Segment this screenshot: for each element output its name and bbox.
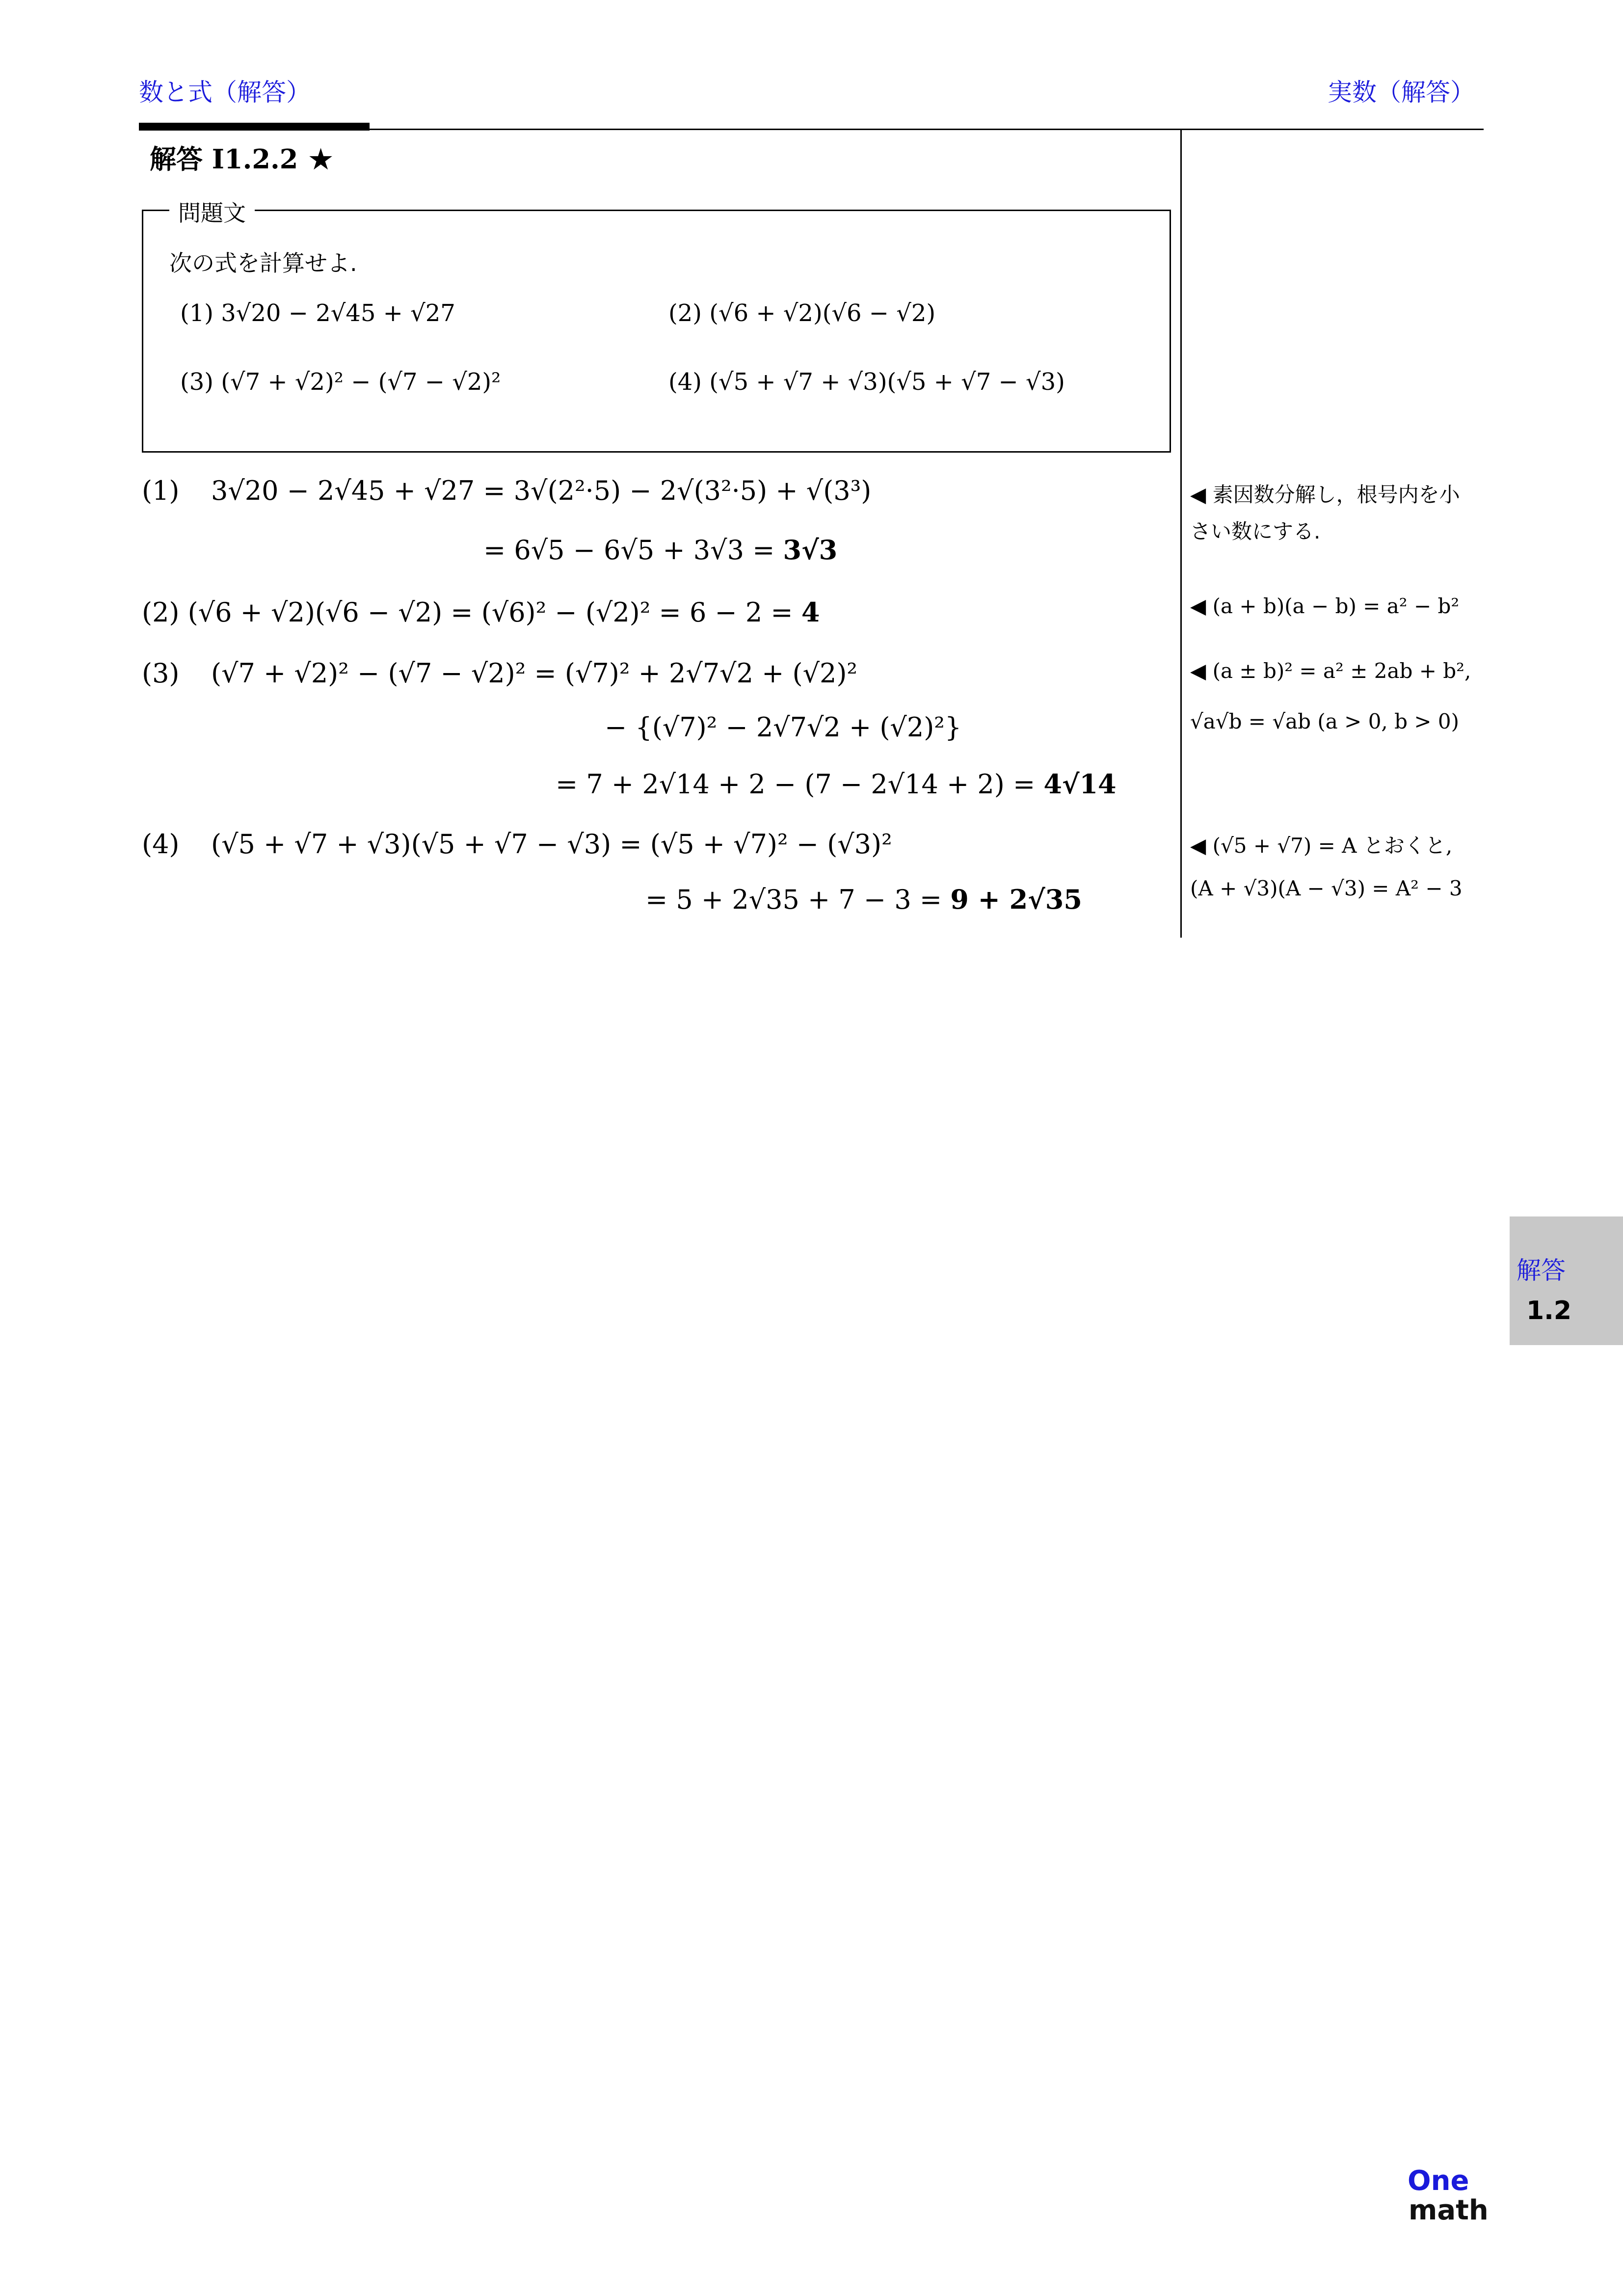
answer-3-line-1: (√7 + √2)² − (√7 − √2)² = (√7)² + 2√7√2 + (√2)²: [211, 658, 858, 689]
chapter-tab-label: 解答: [1517, 1256, 1566, 1285]
note-1-line-2: さい数にする.: [1190, 519, 1321, 543]
answer-1-number: (1): [142, 475, 180, 506]
note-1-line-1: ◀ 素因数分解し，根号内を小: [1190, 483, 1460, 507]
answer-2-result: 4: [801, 596, 820, 628]
answer-3-work: = 7 + 2√14 + 2 − (7 − 2√14 + 2) =: [556, 769, 1044, 800]
answer-1-line-1: 3√20 − 2√45 + √27 = 3√(2²·5) − 2√(3²·5) + √(3³): [211, 475, 872, 506]
answer-2-line-1: [142, 596, 820, 628]
answer-3-line-3: [556, 768, 1117, 800]
onemath-logo-bottom: math: [1409, 2194, 1489, 2226]
problem-label: 問題文: [169, 195, 255, 228]
problem-item-4: (4) (√5 + √7 + √3)(√5 + √7 − √3): [668, 368, 1065, 396]
margin-divider: [1180, 130, 1182, 938]
header-left-title: 数と式（解答）: [139, 78, 311, 107]
solution-title: [150, 138, 333, 176]
note-4-line-1: ◀ (√5 + √7) = A とおくと,: [1190, 834, 1453, 858]
answer-3-result: 4√14: [1043, 768, 1117, 800]
answer-2-work: (2) (√6 + √2)(√6 − √2) = (√6)² − (√2)² = 6 − 2 =: [142, 597, 801, 628]
problem-item-1: (1) 3√20 − 2√45 + √27: [180, 299, 455, 327]
answer-3-number: (3): [142, 658, 180, 689]
note-2: ◀ (a + b)(a − b) = a² − b²: [1190, 594, 1460, 618]
problem-instruction: 次の式を計算せよ.: [169, 250, 357, 276]
answer-4-result: 9 + 2√35: [950, 884, 1082, 915]
answer-1-result: 3√3: [783, 534, 838, 566]
note-3-line-1: ◀ (a ± b)² = a² ± 2ab + b²,: [1190, 659, 1471, 683]
answer-4-line-1: (√5 + √7 + √3)(√5 + √7 − √3) = (√5 + √7)² − (√3)²: [211, 829, 892, 860]
solution-title-text: 解答 I1.2.2: [150, 143, 298, 175]
answer-4-number: (4): [142, 829, 180, 860]
problem-item-3: (3) (√7 + √2)² − (√7 − √2)²: [180, 368, 501, 396]
problem-item-2: (2) (√6 + √2)(√6 − √2): [668, 299, 936, 327]
answer-3-line-2: − {(√7)² − 2√7√2 + (√2)²}: [605, 712, 962, 743]
onemath-logo-top: One: [1408, 2165, 1469, 2197]
difficulty-star-icon: ★: [309, 143, 333, 175]
note-4-line-2: (A + √3)(A − √3) = A² − 3: [1190, 876, 1463, 900]
chapter-tab-number: 1.2: [1526, 1296, 1572, 1325]
header-rule: [139, 129, 1484, 130]
answer-4-work: = 5 + 2√35 + 7 − 3 =: [645, 884, 951, 915]
answer-1-work: = 6√5 − 6√5 + 3√3 =: [483, 535, 783, 566]
header-right-title: 実数（解答）: [1328, 78, 1475, 107]
answer-4-line-2: [645, 884, 1082, 915]
answer-1-line-2: [483, 534, 837, 566]
note-3-line-2: √a√b = √ab (a > 0, b > 0): [1190, 709, 1460, 733]
